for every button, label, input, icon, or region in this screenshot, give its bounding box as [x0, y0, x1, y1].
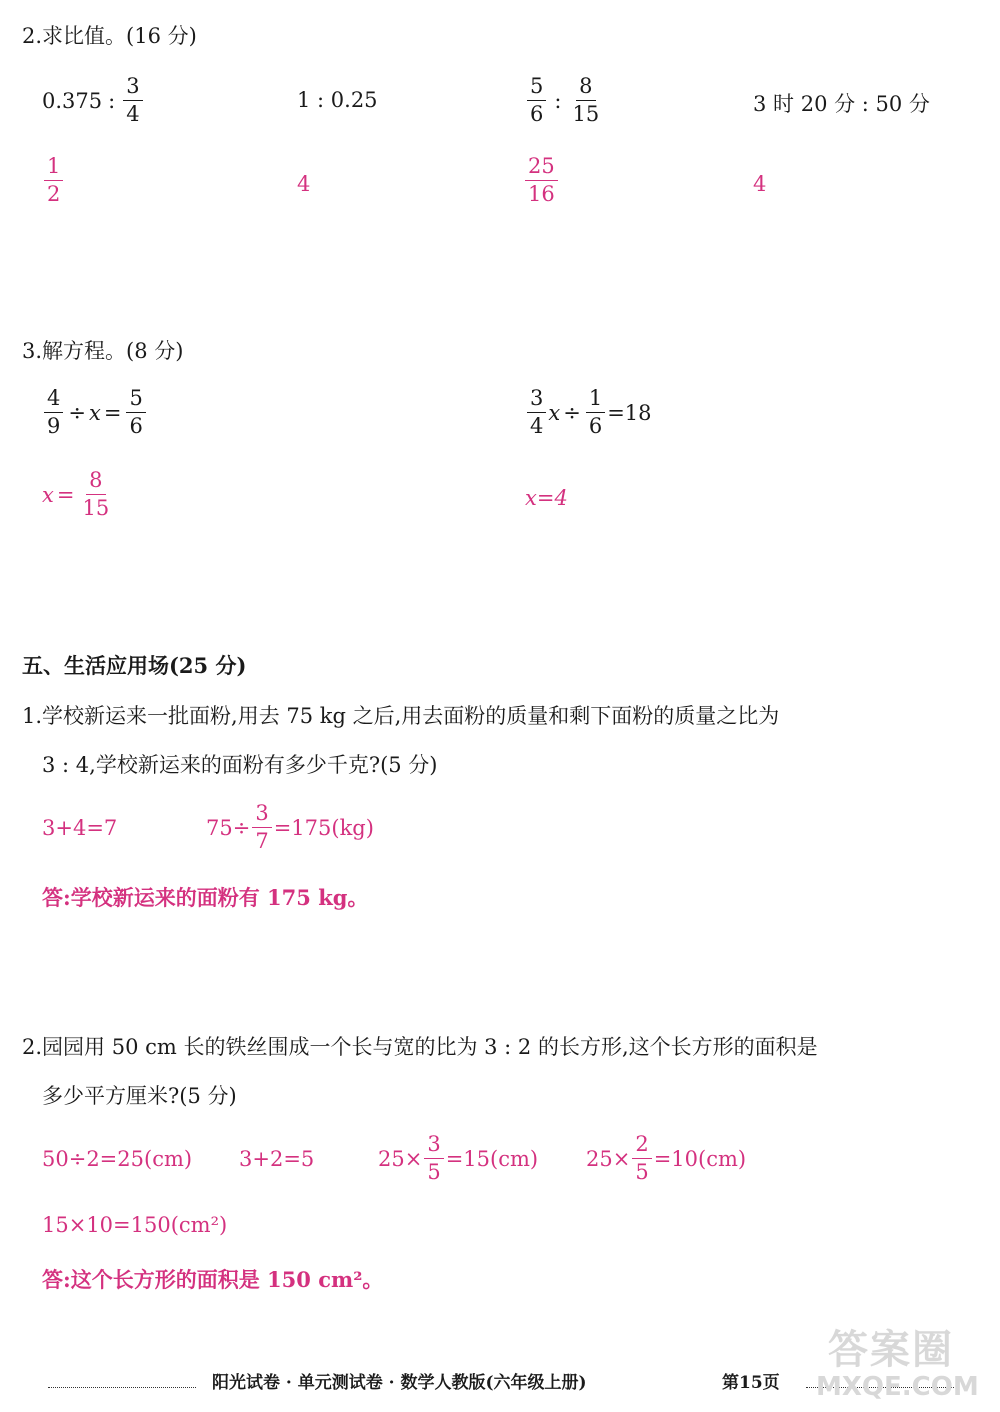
calc-step: 25× $\frac{2}{5}$ =10(cm) [586, 1132, 747, 1184]
answer-4: 4 [753, 172, 767, 196]
page-number: 第15页 [722, 1373, 780, 1393]
fraction: 3 4 [123, 76, 142, 125]
calc-step: 25× $\frac{3}{5}$ =15(cm) [378, 1132, 539, 1184]
equation-2: 3 4 x ÷ $\frac{1}{6}$ =18 [525, 388, 652, 437]
footer-title: 阳光试卷 · 单元测试卷 · 数学人教版(六年级上册) [212, 1373, 587, 1393]
calc-step: 15×10=150(cm²) [42, 1213, 228, 1237]
answer-text: 答:这个长方形的面积是 150 cm²。 [42, 1267, 384, 1292]
question-text: 3 : 4,学校新运来的面粉有多少千克?(5 分) [42, 753, 438, 777]
question-text: 2.园园用 50 cm 长的铁丝围成一个长与宽的比为 3 : 2 的长方形,这个长方形的面积是 [22, 1035, 818, 1059]
calc-step: 50÷2=25(cm) [42, 1147, 193, 1171]
answer-1: 1 2 [42, 156, 65, 205]
problem-3 [525, 76, 604, 125]
question-title: 2.求比值。(16 分) [22, 24, 197, 48]
watermark-url: MXQE.COM [816, 1372, 979, 1402]
fraction: 5 6 [527, 76, 546, 125]
question-text: 1.学校新运来一批面粉,用去 75 kg 之后,用去面粉的质量和剩下面粉的质量之比为 [22, 704, 780, 728]
watermark-logo: 答案圈 [828, 1327, 954, 1373]
problem-value: 0.375 [42, 88, 103, 113]
equation-1: $\frac{4}{9}$ ÷ x = $\frac{5}{6}$ [42, 388, 148, 437]
problem-1 [42, 76, 145, 125]
calc-step: 75÷ $\frac{3}{7}$ =175(kg) [206, 801, 374, 853]
ratio-colon: : [108, 88, 116, 113]
problem-2: 1 : 0.25 [297, 88, 378, 112]
answer-3: 25 16 [523, 156, 560, 205]
question-text: 多少平方厘米?(5 分) [42, 1084, 237, 1108]
answer-2: 4 [297, 172, 311, 196]
fraction: 8 15 [572, 74, 600, 126]
ratio-colon: : [554, 88, 562, 113]
calc-step: 3+4=7 [42, 816, 118, 840]
question-title: 3.解方程。(8 分) [22, 339, 184, 363]
footer-dotted-rule [48, 1387, 196, 1388]
problem-4: 3 时 20 分 : 50 分 [753, 92, 930, 116]
calc-step: 3+2=5 [239, 1147, 315, 1171]
answer-text: 答:学校新运来的面粉有 175 kg。 [42, 885, 369, 910]
equation-answer-2: x=4 [525, 486, 568, 510]
equation-answer-1: x = $\frac{8}{15}$ [42, 468, 110, 520]
section-title: 五、生活应用场(25 分) [22, 653, 247, 678]
